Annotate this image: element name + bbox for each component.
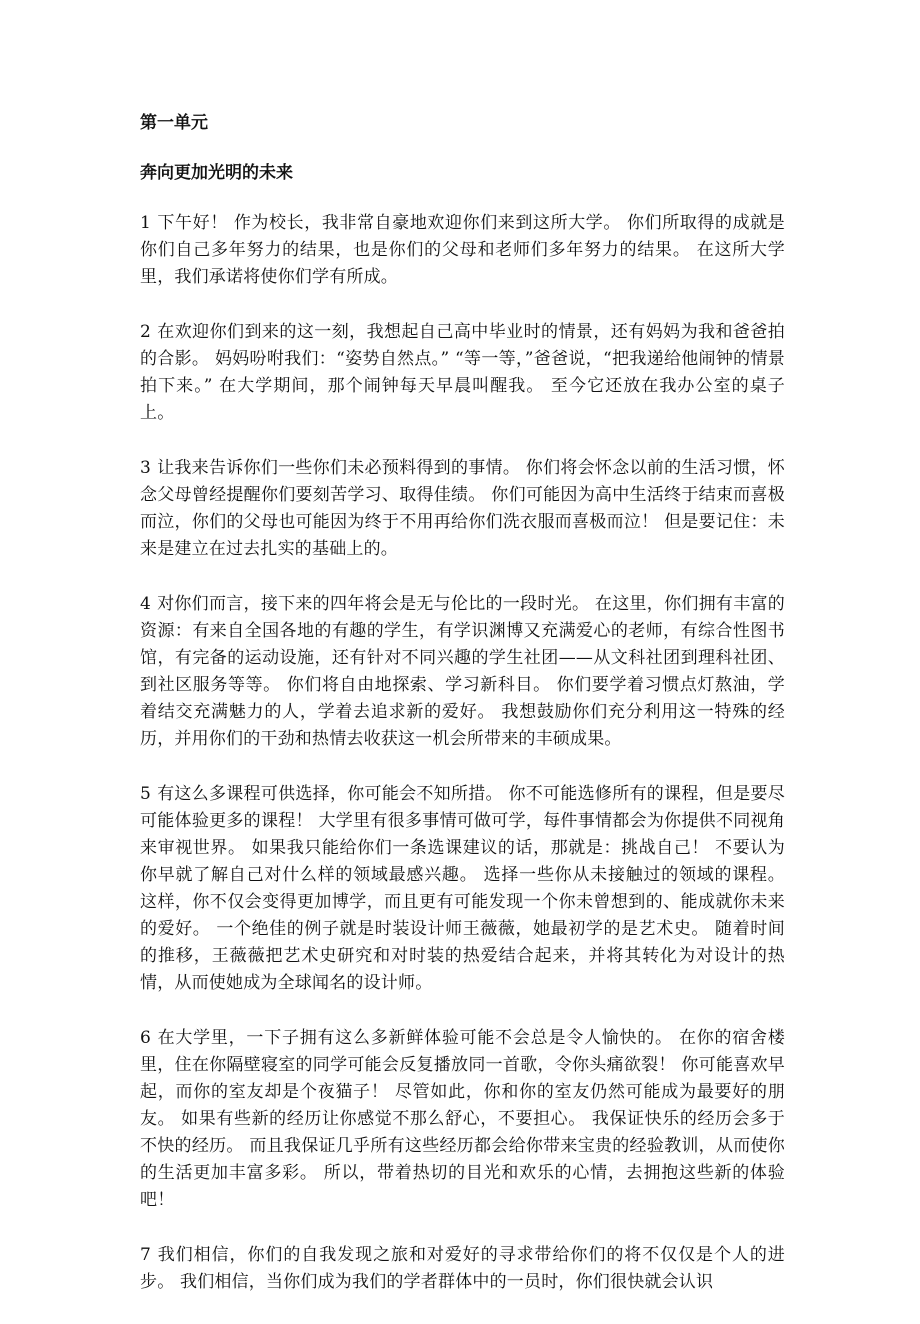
paragraph-text: 让我来告诉你们一些你们未必预料得到的事情。 你们将会怀念以前的生活习惯，怀念父母曾经提醒你们要刻苦学习、取得佳绩。 你们可能因为高中生活终于结束而喜极而泣，你们的父母也可能因为终于不用再给你们洗衣服而喜极而泣！ 但是要记住：未来是建立在过去扎实的基础上的。 xyxy=(140,458,785,559)
paragraph-text: 有这么多课程可供选择，你可能会不知所措。 你不可能选修所有的课程，但是要尽可能体验更多的课程！ 大学里有很多事情可做可学，每件事情都会为你提供不同视角来审视世界。 如果我只能给你们一条选课建议的话，那就是：挑战自己！ 不要认为你早就了解自己对什么样的领域最感兴趣。 选择一些你从未接触过的领域的课程。 这样，你不仅会变得更加博学，而且更有可能发现一个你未曾想到的、能成就你未来的爱好。 一个绝佳的例子就是时装设计师王薇薇，她最初学的是艺术史。 随着时间的推移，王薇薇把艺术史研究和对时装的热爱结合起来，并将其转化为对设计的热情，从而使她成为全球闻名的设计师。 xyxy=(140,784,785,993)
paragraph-number: 7 xyxy=(140,1245,152,1265)
paragraph-text: 我们相信，你们的自我发现之旅和对爱好的寻求带给你们的将不仅仅是个人的进步。 我们相信，当你们成为我们的学者群体中的一员时，你们很快就会认识 xyxy=(140,1245,785,1292)
paragraph-text: 在大学里，一下子拥有这么多新鲜体验可能不会总是令人愉快的。 在你的宿舍楼里，住在你隔壁寝室的同学可能会反复播放同一首歌，令你头痛欲裂！ 你可能喜欢早起，而你的室友却是个夜猫子！ 尽管如此，你和你的室友仍然可能成为最要好的朋友。 如果有些新的经历让你感觉不那么舒心，不要担心。 我保证快乐的经历会多于不快的经历。 而且我保证几乎所有这些经历都会给你带来宝贵的经验教训，从而使你的生活更加丰富多彩。 所以，带着热切的目光和欢乐的心情，去拥抱这些新的体验吧！ xyxy=(140,1028,785,1210)
paragraph-number: 5 xyxy=(140,784,152,804)
paragraph-6 xyxy=(140,1025,785,1214)
paragraph-1 xyxy=(140,210,785,291)
paragraph-text: 在欢迎你们到来的这一刻，我想起自己高中毕业时的情景，还有妈妈为我和爸爸拍的合影。 妈妈吩咐我们：“姿势自然点。” “等一等，”爸爸说，“把我递给他闹钟的情景拍下来。” 在大学期间，那个闹钟每天早晨叫醒我。 至今它还放在我办公室的桌子上。 xyxy=(140,322,785,423)
paragraph-4 xyxy=(140,591,785,753)
paragraph-2 xyxy=(140,319,785,427)
unit-title: 第一单元 xyxy=(140,113,208,133)
paragraph-7 xyxy=(140,1242,785,1296)
paragraph-number: 2 xyxy=(140,322,152,342)
paragraph-number: 6 xyxy=(140,1028,152,1048)
paragraph-5 xyxy=(140,781,785,997)
paragraph-number: 3 xyxy=(140,458,152,478)
lesson-title: 奔向更加光明的未来 xyxy=(140,163,293,183)
paragraph-text: 对你们而言，接下来的四年将会是无与伦比的一段时光。 在这里，你们拥有丰富的资源：有来自全国各地的有趣的学生，有学识渊博又充满爱心的老师，有综合性图书馆，有完备的运动设施，还有针对不同兴趣的学生社团——从文科社团到理科社团、到社区服务等等。 你们将自由地探索、学习新科目。 你们要学着习惯点灯熬油，学着结交充满魅力的人，学着去追求新的爱好。 我想鼓励你们充分利用这一特殊的经历，并用你们的干劲和热情去收获这一机会所带来的丰硕成果。 xyxy=(140,594,785,749)
paragraph-number: 4 xyxy=(140,594,152,614)
paragraph-text: 下午好！ 作为校长，我非常自豪地欢迎你们来到这所大学。 你们所取得的成就是你们自己多年努力的结果，也是你们的父母和老师们多年努力的结果。 在这所大学里，我们承诺将使你们学有所成。 xyxy=(140,213,785,287)
paragraph-3 xyxy=(140,455,785,563)
document-page xyxy=(140,110,785,1324)
paragraph-number: 1 xyxy=(140,213,152,233)
